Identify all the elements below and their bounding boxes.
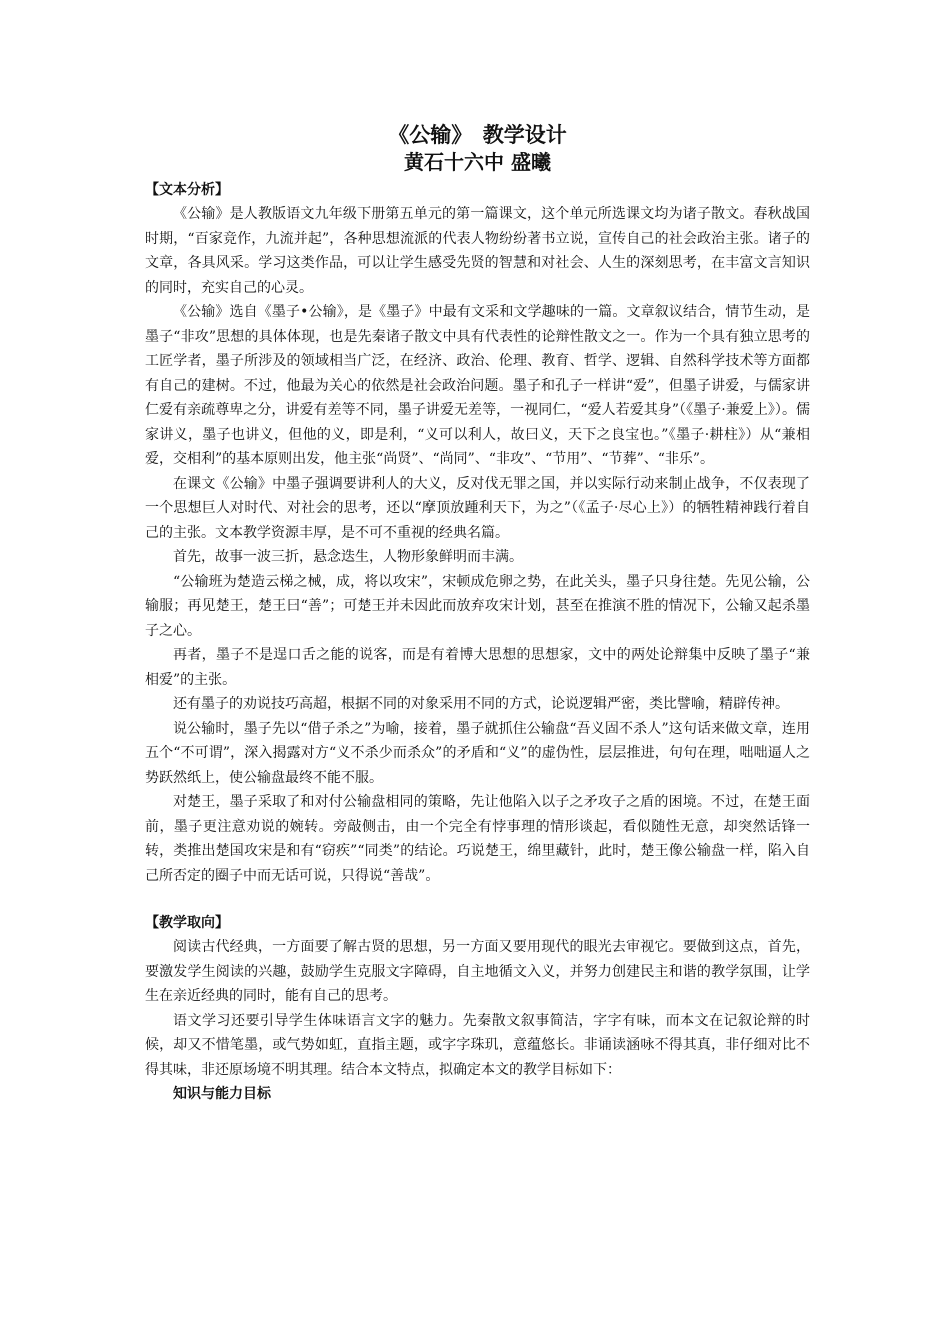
document-title: 《公输》 教学设计: [388, 123, 567, 147]
paragraph: 《公输》选自《墨子•公输》，是《墨子》中最有文采和文学趣味的一篇。文章叙议结合，情节生动，是墨子“非攻”思想的具体体现，也是先秦诸子散文中具有代表性的论辩性散文之一。作为一个具有独立思考的工匠学者，墨子所涉及的领域相当广泛，在经济、政治、伦理、教育、哲学、逻辑、自然科学技术等方面都有自己的建树。不过，他最为关心的依然是社会政治问题。墨子和孔子一样讲“爱”，但墨子讲爱，与儒家讲仁爱有亲疏尊卑之分，讲爱有差等不同，墨子讲爱无差等，一视同仁，“爱人若爱其身”（《墨子·兼爱上》）。儒家讲义，墨子也讲义，但他的义，即是利，“义可以利人，故曰义，天下之良宝也。”《墨子·耕柱》）从“兼相爱，交相利”的基本原则出发，他主张“尚贤”、“尚同”、“非攻”、“节用”、“节葬”、“非乐”。: [145, 304, 810, 467]
paragraph: 说公输时，墨子先以“借子杀之”为喻，接着，墨子就抓住公输盘“吾义固不杀人”这句话来做文章，连用五个“不可谓”，深入揭露对方“义不杀少而杀众”的矛盾和“义”的虚伪性，层层推进，句句在理，咄咄逼人之势跃然纸上，使公输盘最终不能不服。: [145, 720, 810, 786]
document-author: 黄石十六中 盛曦: [404, 150, 551, 174]
paragraph: 首先，故事一波三折，悬念迭生，人物形象鲜明而丰满。: [173, 549, 523, 565]
paragraph: 对楚王，墨子采取了和对付公输盘相同的策略，先让他陷入以子之矛攻子之盾的困境。不过，在楚王面前，墨子更注意劝说的婉转。旁敲侧击，由一个完全有悖事理的情形谈起，看似随性无意，却突然话锋一转，类推出楚国攻宋是和有“窃疾”“同类”的结论。巧说楚王，绵里藏针，此时，楚王像公输盘一样，陷入自己所否定的圈子中而无话可说，只得说“善哉”。: [145, 794, 810, 884]
section-heading: 【文本分析】: [145, 182, 229, 198]
paragraph: 还有墨子的劝说技巧高超，根据不同的对象采用不同的方式，论说逻辑严密，类比譬喻，精辟传神。: [173, 696, 789, 712]
document-page: [145, 122, 810, 1106]
section-teaching-orientation: [145, 911, 810, 1106]
paragraph: 《公输》是人教版语文九年级下册第五单元的第一篇课文，这个单元所选课文均为诸子散文。春秋战国时期，“百家竞作，九流并起”，各种思想流派的代表人物纷纷著书立说，宣传自己的社会政治主张。诸子的文章，各具风采。学习这类作品，可以让学生感受先贤的智慧和对社会、人生的深刻思考，在丰富文言知识的同时，充实自己的心灵。: [145, 206, 810, 296]
subsection-heading: 知识与能力目标: [173, 1086, 271, 1102]
paragraph: 在课文《公输》中墨子强调要讲利人的大义，反对伐无罪之国，并以实际行动来制止战争，不仅表现了一个思想巨人对时代、对社会的思考，还以“摩顶放踵利天下，为之”（《孟子·尽心上》）的牺牲精神践行着自己的主张。文本教学资源丰厚，是不可不重视的经典名篇。: [145, 475, 810, 541]
section-spacer: [145, 888, 810, 911]
paragraph: 语文学习还要引导学生体味语言文字的魅力。先秦散文叙事简洁，字字有味，而本文在记叙论辩的时候，却又不惜笔墨，或气势如虹，直指主题，或字字珠玑，意蕴悠长。非诵读涵咏不得其真，非仔细对比不得其味，非还原场境不明其理。结合本文特点，拟确定本文的教学目标如下：: [145, 1012, 810, 1078]
paragraph: “公输班为楚造云梯之械，成，将以攻宋”，宋顿成危卵之势，在此关头，墨子只身往楚。先见公输，公输服；再见楚王，楚王曰“善”；可楚王并未因此而放弃攻宋计划，甚至在推演不胜的情况下，公输又起杀墨子之心。: [145, 573, 810, 639]
section-heading: 【教学取向】: [145, 915, 229, 931]
paragraph: 阅读古代经典，一方面要了解古贤的思想，另一方面又要用现代的眼光去审视它。要做到这点，首先，要激发学生阅读的兴趣，鼓励学生克服文字障碍，自主地循文入义，并努力创建民主和谐的教学氛围，让学生在亲近经典的同时，能有自己的思考。: [145, 939, 810, 1004]
section-text-analysis: [145, 178, 810, 888]
paragraph: 再者，墨子不是逞口舌之能的说客，而是有着博大思想的思想家，文中的两处论辩集中反映了墨子“兼相爱”的主张。: [145, 647, 810, 688]
